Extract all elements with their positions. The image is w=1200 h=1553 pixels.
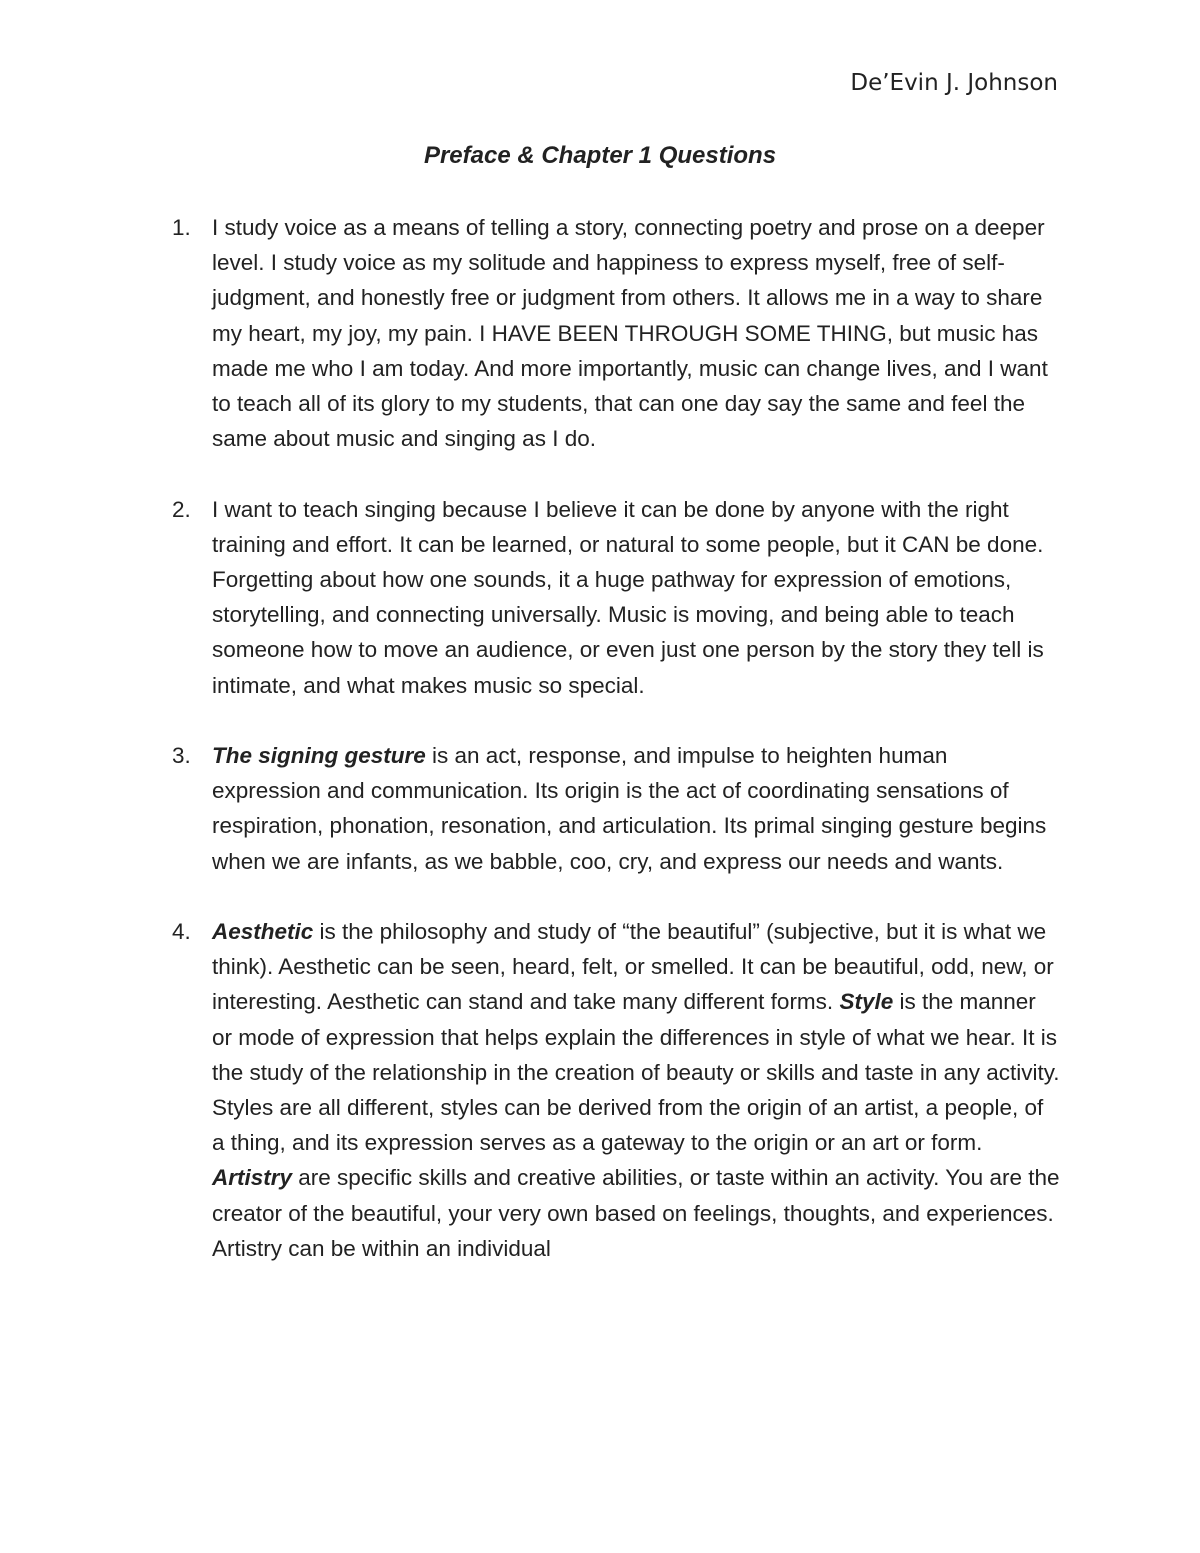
answer-item-2 (172, 492, 1062, 703)
answer-item-3 (172, 738, 1062, 879)
answer-item-1 (172, 210, 1062, 456)
answer-item-4 (172, 914, 1062, 1266)
answer-text: is an act, response, and impulse to heighten human expression and communication. Its origin is the act of coordinating sensations of respiration, phonation, resonation, and articulation. Its primal singing gesture begins when we are infants, as we babble, coo, cry, and express our needs and wants. (212, 743, 1047, 874)
answer-number: 3. (172, 743, 191, 769)
answer-number: 2. (172, 496, 191, 522)
document-title: Preface & Chapter 1 Questions (423, 142, 777, 169)
answer-number: 4. (172, 919, 191, 945)
defined-term: Style (839, 989, 894, 1015)
answer-text: are specific skills and creative abilities, or taste within an activity. You are the creator of the beautiful, your very own based on feelings, thoughts, and experiences. Artistry can be within an individual (212, 1165, 1060, 1261)
answer-list (172, 210, 1062, 1301)
answer-text: I study voice as a means of telling a story, connecting poetry and prose on a deeper level. I study voice as my solitude and happiness to express myself, free of self-judgment, and honestly free or judgment from others. It allows me in a way to share my heart, my joy, my pain. I HAVE BEEN THROUGH SOME THING, but music has made me who I am today. And more importantly, music can change lives, and I want to teach all of its glory to my students, that can one day say the same and feel the same about music and singing as I do. (212, 215, 1048, 452)
defined-term: Aesthetic (212, 919, 314, 945)
defined-term: The signing gesture (212, 743, 426, 769)
answer-text: is the philosophy and study of “the beautiful” (subjective, but it is what we think). Aesthetic can be seen, heard, felt, or smelled. It can be beautiful, odd, new, or interesting. Aesthetic can stand and take many different forms. (212, 919, 1054, 1015)
defined-term: Artistry (212, 1165, 293, 1191)
answer-text: I want to teach singing because I believe it can be done by anyone with the right training and effort. It can be learned, or natural to some people, but it CAN be done. Forgetting about how one sounds, it a huge pathway for expression of emotions, storytelling, and connecting universally. Music is moving, and being able to teach someone how to move an audience, or even just one person by the story they tell is intimate, and what makes music so special. (212, 496, 1044, 698)
author-name: De’Evin J. Johnson (850, 70, 1058, 96)
answer-text: is the manner or mode of expression that helps explain the differences in style of what we hear. It is the study of the relationship in the creation of beauty or skills and taste in any activity. Styles are all different, styles can be derived from the origin of an artist, a people, of a thing, and its expression serves as a gateway to the origin or an art or form. (212, 989, 1060, 1156)
answer-number: 1. (172, 215, 191, 240)
